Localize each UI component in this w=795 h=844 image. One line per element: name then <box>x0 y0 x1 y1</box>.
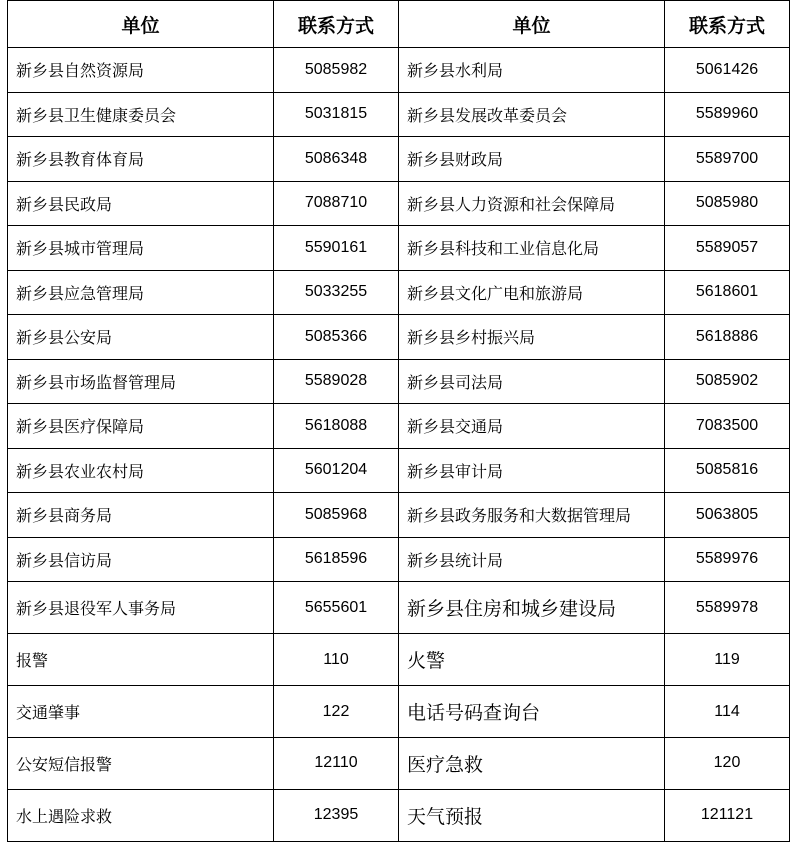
table-row <box>8 226 790 271</box>
right-unit-cell: 新乡县政务服务和大数据管理局 <box>399 493 665 538</box>
left-unit-cell: 交通肇事 <box>8 686 274 738</box>
right-phone-cell: 5618886 <box>665 315 790 360</box>
header-unit-right: 单位 <box>399 1 665 48</box>
left-phone-cell: 12395 <box>274 789 399 841</box>
left-phone-cell: 5589028 <box>274 359 399 404</box>
right-unit-cell: 新乡县发展改革委员会 <box>399 92 665 137</box>
header-unit-left: 单位 <box>8 1 274 48</box>
left-unit-cell: 新乡县城市管理局 <box>8 226 274 271</box>
right-unit-cell: 新乡县财政局 <box>399 137 665 182</box>
right-phone-cell: 7083500 <box>665 404 790 449</box>
left-unit-cell: 新乡县医疗保障局 <box>8 404 274 449</box>
table-row <box>8 315 790 360</box>
left-unit-cell: 新乡县自然资源局 <box>8 48 274 93</box>
left-phone-cell: 5085366 <box>274 315 399 360</box>
right-phone-cell: 5085980 <box>665 181 790 226</box>
right-unit-cell: 新乡县人力资源和社会保障局 <box>399 181 665 226</box>
right-unit-cell: 火警 <box>399 634 665 686</box>
right-unit-cell: 新乡县审计局 <box>399 448 665 493</box>
header-phone-left: 联系方式 <box>274 1 399 48</box>
right-phone-cell: 119 <box>665 634 790 686</box>
left-phone-cell: 5655601 <box>274 582 399 634</box>
left-unit-cell: 新乡县应急管理局 <box>8 270 274 315</box>
right-phone-cell: 5589700 <box>665 137 790 182</box>
header-phone-right: 联系方式 <box>665 1 790 48</box>
left-unit-cell: 水上遇险求救 <box>8 789 274 841</box>
table-row <box>8 789 790 841</box>
left-phone-cell: 5085982 <box>274 48 399 93</box>
left-phone-cell: 12110 <box>274 738 399 790</box>
right-unit-cell: 新乡县水利局 <box>399 48 665 93</box>
left-phone-cell: 122 <box>274 686 399 738</box>
right-phone-cell: 5063805 <box>665 493 790 538</box>
table-row <box>8 404 790 449</box>
left-unit-cell: 报警 <box>8 634 274 686</box>
right-unit-cell: 新乡县交通局 <box>399 404 665 449</box>
header-row <box>8 1 790 48</box>
right-phone-cell: 114 <box>665 686 790 738</box>
right-phone-cell: 121121 <box>665 789 790 841</box>
table-row <box>8 270 790 315</box>
right-unit-cell: 新乡县司法局 <box>399 359 665 404</box>
table-row <box>8 738 790 790</box>
table-row <box>8 359 790 404</box>
right-phone-cell: 5589978 <box>665 582 790 634</box>
table-row <box>8 137 790 182</box>
right-phone-cell: 5589057 <box>665 226 790 271</box>
right-unit-cell: 医疗急救 <box>399 738 665 790</box>
left-phone-cell: 5086348 <box>274 137 399 182</box>
right-unit-cell: 新乡县科技和工业信息化局 <box>399 226 665 271</box>
table-row <box>8 634 790 686</box>
left-unit-cell: 新乡县信访局 <box>8 537 274 582</box>
contact-directory-table <box>7 0 790 842</box>
right-phone-cell: 5618601 <box>665 270 790 315</box>
left-phone-cell: 5590161 <box>274 226 399 271</box>
left-phone-cell: 5031815 <box>274 92 399 137</box>
left-unit-cell: 新乡县市场监督管理局 <box>8 359 274 404</box>
right-unit-cell: 新乡县乡村振兴局 <box>399 315 665 360</box>
left-phone-cell: 110 <box>274 634 399 686</box>
right-unit-cell: 电话号码查询台 <box>399 686 665 738</box>
table-row <box>8 92 790 137</box>
table-row <box>8 493 790 538</box>
table-row <box>8 48 790 93</box>
table-row <box>8 582 790 634</box>
right-phone-cell: 5061426 <box>665 48 790 93</box>
left-unit-cell: 新乡县民政局 <box>8 181 274 226</box>
left-unit-cell: 新乡县农业农村局 <box>8 448 274 493</box>
left-phone-cell: 7088710 <box>274 181 399 226</box>
right-phone-cell: 5085816 <box>665 448 790 493</box>
right-phone-cell: 5589960 <box>665 92 790 137</box>
left-unit-cell: 新乡县教育体育局 <box>8 137 274 182</box>
table-row <box>8 181 790 226</box>
table-row <box>8 686 790 738</box>
left-unit-cell: 新乡县商务局 <box>8 493 274 538</box>
right-phone-cell: 5085902 <box>665 359 790 404</box>
left-phone-cell: 5618596 <box>274 537 399 582</box>
right-phone-cell: 120 <box>665 738 790 790</box>
table-row <box>8 448 790 493</box>
left-phone-cell: 5601204 <box>274 448 399 493</box>
table-row <box>8 537 790 582</box>
left-unit-cell: 新乡县退役军人事务局 <box>8 582 274 634</box>
left-unit-cell: 新乡县卫生健康委员会 <box>8 92 274 137</box>
left-unit-cell: 公安短信报警 <box>8 738 274 790</box>
left-phone-cell: 5033255 <box>274 270 399 315</box>
right-unit-cell: 新乡县统计局 <box>399 537 665 582</box>
left-unit-cell: 新乡县公安局 <box>8 315 274 360</box>
right-phone-cell: 5589976 <box>665 537 790 582</box>
left-phone-cell: 5085968 <box>274 493 399 538</box>
right-unit-cell: 新乡县文化广电和旅游局 <box>399 270 665 315</box>
left-phone-cell: 5618088 <box>274 404 399 449</box>
right-unit-cell: 天气预报 <box>399 789 665 841</box>
right-unit-cell: 新乡县住房和城乡建设局 <box>399 582 665 634</box>
